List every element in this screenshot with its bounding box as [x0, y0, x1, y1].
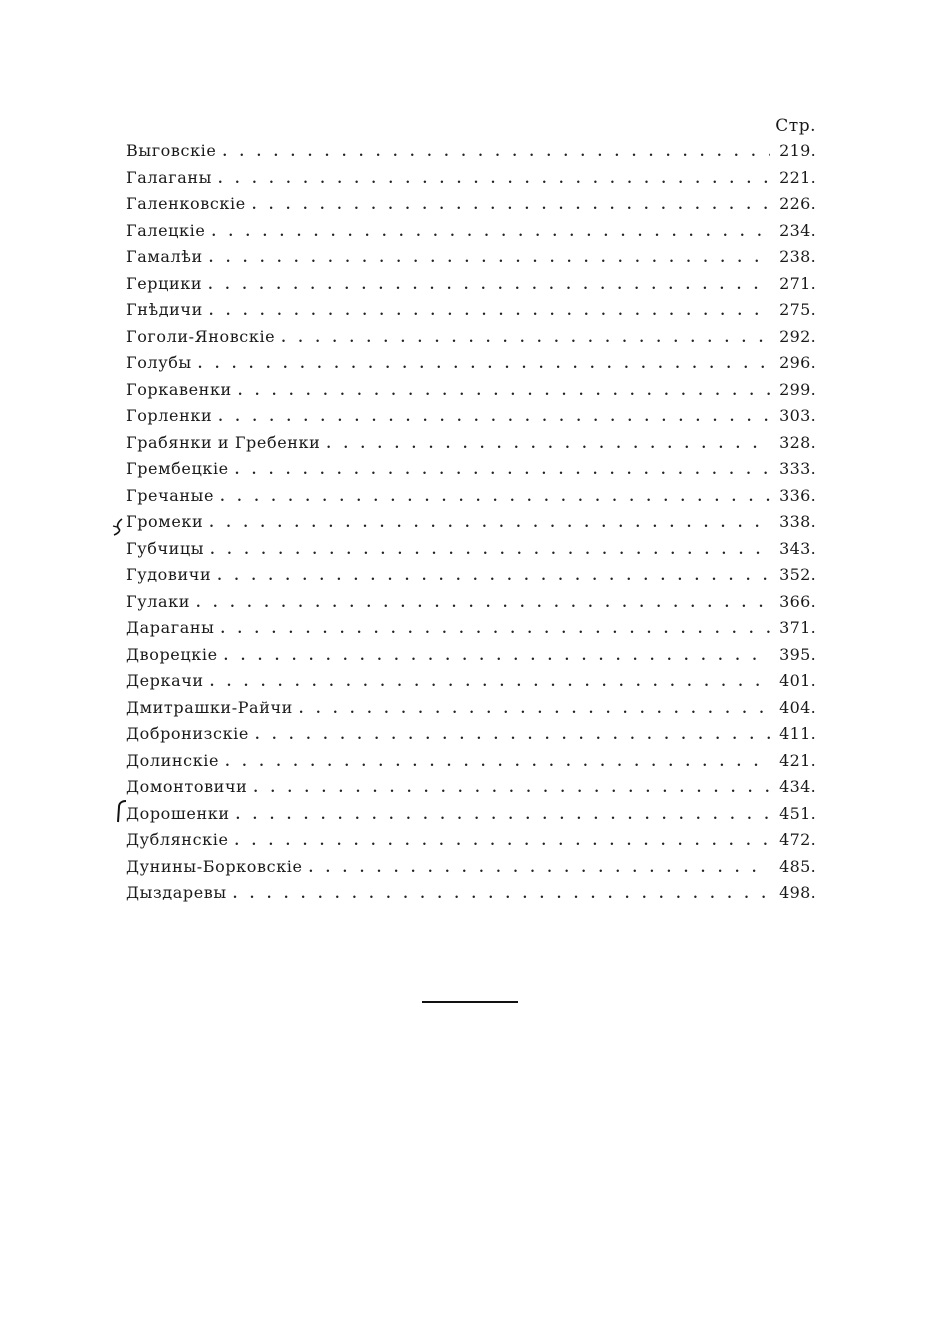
toc-leader-dots	[224, 650, 770, 663]
toc-entry-name: Гамалѣи	[126, 247, 203, 266]
toc-entry-page: 333.	[779, 459, 816, 478]
toc-leader-dots	[253, 782, 770, 795]
toc-leader-dots	[326, 438, 770, 451]
toc-leader-dots	[235, 464, 770, 477]
toc-entry-page: 303.	[779, 406, 816, 425]
toc-leader-dots	[209, 305, 770, 318]
toc-leader-dots	[235, 835, 770, 848]
toc-entry-page: 434.	[779, 777, 816, 796]
toc-leader-dots	[220, 623, 770, 636]
toc-entry-page: 472.	[779, 830, 816, 849]
toc-entry-page: 226.	[779, 194, 816, 213]
toc-entry-name: Гречаные	[126, 485, 215, 505]
toc-entry-name: Дорошенки	[126, 803, 230, 823]
toc-leader-dots	[252, 199, 770, 212]
toc-entry-name: Дублянскіе	[126, 830, 229, 849]
toc-entry-name: Грабянки и Гребенки	[126, 432, 321, 452]
toc-leader-dots	[217, 570, 770, 583]
toc-leader-dots	[309, 862, 770, 875]
toc-entry-name: Гнѣдичи	[126, 300, 203, 319]
toc-entry-name: Громеки	[126, 512, 204, 531]
toc-entry-name: Голубы	[126, 353, 192, 372]
toc-entry	[126, 247, 816, 274]
toc-entry	[126, 486, 816, 513]
toc-entry	[126, 698, 816, 725]
toc-entry	[126, 777, 816, 804]
toc-leader-dots	[281, 332, 770, 345]
toc-entry	[126, 380, 816, 407]
toc-entry-page: 411.	[779, 724, 816, 743]
toc-entry	[126, 512, 816, 539]
toc-entry	[126, 327, 816, 354]
toc-entry	[126, 406, 816, 433]
toc-entry-page: 336.	[779, 485, 816, 505]
toc-entry	[126, 300, 816, 327]
toc-entry-page: 401.	[779, 671, 816, 690]
toc-entry-page: 275.	[779, 300, 816, 319]
toc-entry-page: 296.	[779, 353, 816, 372]
toc-entry	[126, 565, 816, 592]
toc-entry-page: 299.	[779, 379, 816, 399]
toc-leader-dots	[222, 146, 770, 159]
toc-entry-name: Добронизскіе	[126, 724, 249, 743]
section-rule	[422, 1001, 518, 1003]
toc-entry	[126, 274, 816, 301]
toc-entry-name: Галенковскіе	[126, 194, 246, 213]
toc-entry-page: 352.	[779, 565, 816, 584]
toc-entry-page: 338.	[779, 512, 816, 531]
toc-entry	[126, 459, 816, 486]
toc-entry-page: 221.	[779, 167, 816, 187]
toc-leader-dots	[208, 279, 770, 292]
toc-leader-dots	[299, 703, 770, 716]
toc-leader-dots	[210, 676, 770, 689]
toc-entry-name: Дмитрашки-Райчи	[126, 697, 293, 717]
toc-entry-name: Гоголи-Яновскіе	[126, 326, 276, 346]
toc-entry-page: 292.	[779, 326, 816, 346]
toc-entry	[126, 168, 816, 195]
toc-entry-name: Гудовичи	[126, 565, 212, 584]
toc-entry-name: Деркачи	[126, 671, 204, 690]
toc-entry-page: 404.	[779, 697, 816, 717]
toc-leader-dots	[209, 517, 770, 530]
toc-entry-name: Дворецкіе	[126, 644, 218, 664]
toc-entry	[126, 883, 816, 910]
toc-entry	[126, 618, 816, 645]
table-of-contents	[126, 141, 816, 910]
toc-entry	[126, 804, 816, 831]
toc-leader-dots	[210, 544, 770, 557]
toc-entry-name: Герцики	[126, 273, 203, 293]
toc-entry-page: 395.	[779, 644, 816, 664]
toc-entry-page: 371.	[779, 618, 816, 637]
toc-entry	[126, 221, 816, 248]
toc-entry	[126, 194, 816, 221]
toc-entry-page: 219.	[779, 141, 816, 160]
toc-leader-dots	[233, 888, 770, 901]
page-column-header: Стр.	[775, 116, 816, 136]
toc-entry-name: Галецкіе	[126, 220, 206, 240]
toc-entry-name: Дыздаревы	[126, 883, 227, 902]
toc-entry	[126, 433, 816, 460]
toc-leader-dots	[220, 491, 770, 504]
toc-entry	[126, 645, 816, 672]
toc-entry-page: 421.	[779, 750, 816, 770]
toc-leader-dots	[196, 597, 770, 610]
toc-entry-page: 238.	[779, 247, 816, 266]
toc-entry	[126, 724, 816, 751]
toc-leader-dots	[236, 809, 770, 822]
toc-entry-name: Горленки	[126, 406, 213, 425]
toc-entry-name: Губчицы	[126, 538, 205, 558]
toc-leader-dots	[209, 252, 770, 265]
toc-entry-name: Выговскіе	[126, 141, 217, 160]
toc-entry-name: Гулаки	[126, 591, 190, 611]
toc-entry	[126, 751, 816, 778]
toc-entry-name: Горкавенки	[126, 379, 232, 399]
handwritten-mark	[113, 798, 129, 826]
toc-leader-dots	[225, 756, 770, 769]
toc-entry-page: 271.	[779, 273, 816, 293]
toc-entry	[126, 830, 816, 857]
toc-leader-dots	[255, 729, 770, 742]
toc-entry-name: Долинскіе	[126, 750, 220, 770]
toc-leader-dots	[218, 173, 770, 186]
toc-entry-name: Домонтовичи	[126, 777, 248, 796]
toc-leader-dots	[198, 358, 770, 371]
toc-entry-name: Грембецкіе	[126, 459, 229, 478]
handwritten-mark	[110, 516, 128, 538]
toc-entry	[126, 353, 816, 380]
toc-entry-page: 366.	[779, 591, 816, 611]
toc-entry-page: 451.	[779, 803, 816, 823]
toc-entry	[126, 539, 816, 566]
toc-entry	[126, 857, 816, 884]
toc-entry-page: 234.	[779, 220, 816, 240]
toc-entry-page: 485.	[779, 856, 816, 876]
toc-entry-name: Галаганы	[126, 167, 212, 187]
toc-leader-dots	[218, 411, 770, 424]
toc-entry-name: Дунины-Борковскіе	[126, 856, 303, 876]
toc-entry	[126, 141, 816, 168]
toc-leader-dots	[211, 226, 770, 239]
toc-entry-page: 328.	[779, 432, 816, 452]
toc-entry-name: Дараганы	[126, 618, 215, 637]
toc-entry	[126, 671, 816, 698]
toc-entry-page: 343.	[779, 538, 816, 558]
toc-leader-dots	[238, 385, 770, 398]
toc-entry-page: 498.	[779, 883, 816, 902]
toc-entry	[126, 592, 816, 619]
